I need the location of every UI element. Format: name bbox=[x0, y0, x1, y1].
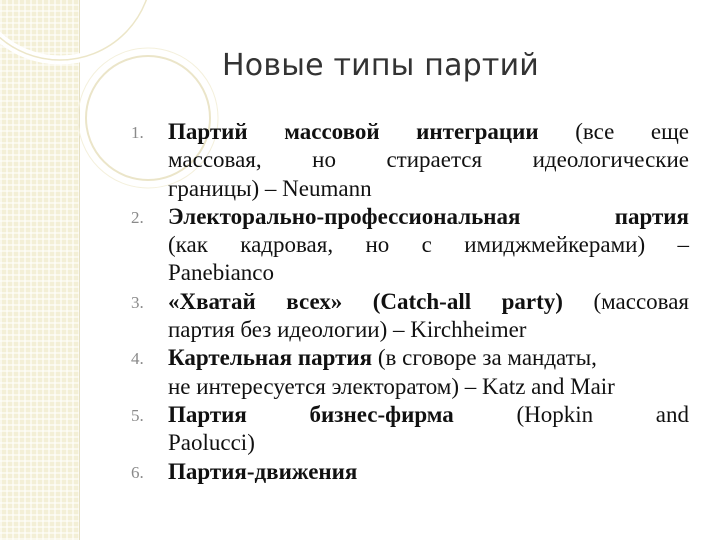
item-number: 1. bbox=[131, 123, 144, 142]
item-text: массовая, но стирается идеологические bbox=[168, 147, 689, 173]
list-item bbox=[131, 344, 689, 401]
item-number: 3. bbox=[131, 292, 144, 312]
item-text: партия без идеологии) – Kirchheimer bbox=[168, 317, 527, 343]
item-number: 5. bbox=[131, 405, 144, 425]
item-line bbox=[168, 316, 689, 344]
item-line bbox=[168, 401, 689, 429]
list-item bbox=[131, 203, 689, 288]
party-types-list bbox=[131, 118, 690, 486]
decorative-side-band bbox=[0, 0, 80, 540]
item-text: Paolucci) bbox=[168, 430, 255, 456]
item-text: (как кадровая, но с имиджмейкерами) – bbox=[168, 232, 689, 258]
item-text: (все еще bbox=[538, 119, 689, 144]
item-text: (Hopkin and bbox=[453, 401, 690, 427]
item-bold-text: Партия-движения bbox=[168, 458, 358, 484]
item-line bbox=[168, 429, 689, 457]
item-bold-text: «Хватай всех» (Catch-all party) bbox=[168, 288, 563, 314]
item-number: 4. bbox=[131, 349, 144, 369]
item-bold-text: Картельная партия bbox=[168, 345, 373, 371]
item-text: Panebianco bbox=[168, 260, 275, 286]
item-text: (массовая bbox=[562, 288, 689, 314]
list-item bbox=[131, 288, 689, 345]
item-line bbox=[168, 231, 689, 259]
item-number: 6. bbox=[131, 462, 144, 482]
item-text: границы) – Neumann bbox=[168, 175, 372, 201]
item-line bbox=[168, 458, 689, 486]
item-line bbox=[168, 175, 689, 203]
list-item bbox=[131, 401, 690, 458]
item-line bbox=[168, 118, 689, 146]
item-text: не интересуется электоратом) – Katz and Mair bbox=[168, 373, 615, 399]
item-line bbox=[168, 259, 689, 287]
item-line bbox=[168, 203, 689, 231]
item-bold-text: Партия бизнес-фирма bbox=[168, 401, 454, 427]
item-line bbox=[168, 288, 689, 316]
item-line bbox=[168, 146, 689, 174]
item-bold-text: Электорально-профессиональная партия bbox=[168, 203, 689, 229]
item-text: (в сговоре за мандаты, bbox=[372, 345, 597, 371]
item-line bbox=[168, 344, 689, 372]
slide-title: Новые типы партий bbox=[222, 48, 539, 83]
item-bold-text: Партий массовой интеграции bbox=[168, 119, 539, 144]
list-item bbox=[131, 118, 689, 203]
item-line bbox=[168, 373, 689, 401]
list-item bbox=[131, 458, 689, 486]
item-number: 2. bbox=[131, 207, 144, 227]
